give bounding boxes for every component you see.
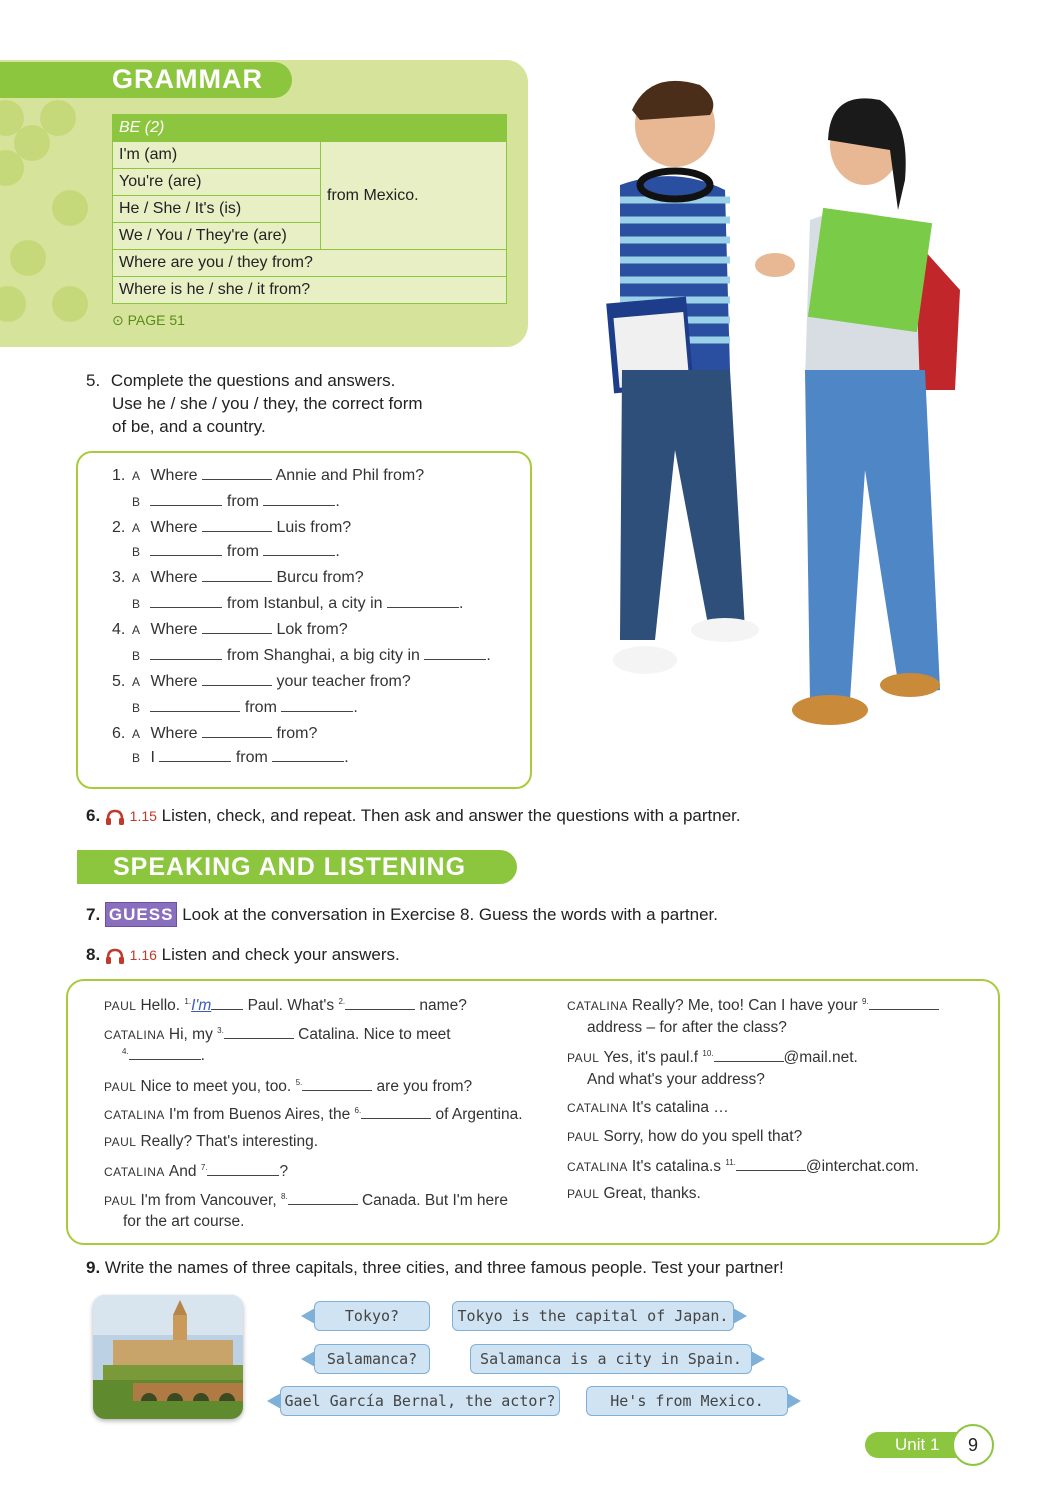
answer-blank[interactable] xyxy=(288,1190,358,1205)
answer-blank[interactable] xyxy=(150,697,240,712)
grammar-table xyxy=(112,114,507,304)
grammar-question: Where are you / they from? xyxy=(113,250,507,277)
grammar-row: He / She / It's (is) xyxy=(113,196,321,223)
ex5-instruction-2: Use he / she / you / they, the correct form xyxy=(112,394,423,413)
answer-blank[interactable] xyxy=(361,1104,431,1119)
answer-blank[interactable] xyxy=(869,995,939,1010)
ex5-item-a: 5. A Where your teacher from? xyxy=(112,673,411,690)
ex5-item-b: B from . xyxy=(132,493,340,510)
dialogue-line: CATALINA Hi, my $^{3.}$ Catalina. Nice to meet xyxy=(104,1025,451,1043)
speech-bubble: Tokyo is the capital of Japan. xyxy=(452,1301,734,1331)
answer-blank[interactable] xyxy=(281,697,353,712)
answer-blank[interactable] xyxy=(159,747,231,762)
ex5-instructions xyxy=(86,369,423,438)
dialogue-line: PAUL Great, thanks. xyxy=(567,1185,701,1202)
dialogue-line: PAUL Nice to meet you, too. $^{5.}$ are you from? xyxy=(104,1077,473,1095)
ex8: 8. 1.16 Listen and check your answers. xyxy=(86,945,400,964)
salamanca-photo xyxy=(93,1295,243,1419)
grammar-row: You're (are) xyxy=(113,169,321,196)
students-photo xyxy=(560,70,960,730)
answer-blank[interactable] xyxy=(387,593,459,608)
dialogue-line: $^{4.}$ . xyxy=(122,1046,205,1064)
answer-blank[interactable] xyxy=(302,1076,372,1091)
ex5-instruction-1: Complete the questions and answers. xyxy=(110,371,396,390)
ex5-item-b: B I from . xyxy=(132,749,349,766)
answer-blank[interactable] xyxy=(345,995,415,1010)
ex5-item-a: 6. A Where from? xyxy=(112,725,318,742)
guess-badge: GUESS xyxy=(105,902,178,927)
ex7: 7. GUESS Look at the conversation in Exercise 8. Guess the words with a partner. xyxy=(86,902,718,927)
unit-label: Unit 1 xyxy=(895,1435,940,1454)
answer-blank[interactable] xyxy=(202,465,272,480)
answer-blank[interactable] xyxy=(202,619,272,634)
answer-blank[interactable] xyxy=(207,1161,279,1176)
speech-bubble: He's from Mexico. xyxy=(586,1386,788,1416)
ex9: 9. Write the names of three capitals, three cities, and three famous people. Test your partner! xyxy=(86,1258,784,1277)
arrow-circle-icon: ⊙ xyxy=(112,312,124,328)
answer-blank[interactable] xyxy=(150,541,222,556)
answer-blank[interactable] xyxy=(224,1024,294,1039)
answer-blank[interactable] xyxy=(202,723,272,738)
dialogue-line: PAUL I'm from Vancouver, $^{8.}$ Canada. But I'm here xyxy=(104,1191,508,1209)
ex5-item-a: 3. A Where Burcu from? xyxy=(112,569,364,586)
speech-bubble: Tokyo? xyxy=(314,1301,430,1331)
answer-blank[interactable] xyxy=(150,491,222,506)
dialogue-line: PAUL Yes, it's paul.f $^{10.}$ @mail.net. xyxy=(567,1048,858,1066)
answer-blank[interactable] xyxy=(263,541,335,556)
page-number: 9 xyxy=(952,1424,994,1466)
dialogue-line: CATALINA It's catalina … xyxy=(567,1099,729,1116)
page-reference-label: PAGE 51 xyxy=(127,312,185,328)
dialogue-line: PAUL Really? That's interesting. xyxy=(104,1133,319,1150)
grammar-right-cell: from Mexico. xyxy=(321,142,507,250)
dialogue-line: address – for after the class? xyxy=(587,1019,787,1036)
answer-blank[interactable] xyxy=(202,517,272,532)
ex6-text: Listen, check, and repeat. Then ask and answer the questions with a partner. xyxy=(161,806,741,825)
dialogue-line: And what's your address? xyxy=(587,1071,765,1088)
ex5-number: 5. xyxy=(86,371,101,390)
ex6: 6. 1.15 Listen, check, and repeat. Then ask and answer the questions with a partner. xyxy=(86,806,741,825)
dialogue-line: CATALINA And $^{7.}$ ? xyxy=(104,1162,289,1180)
answer-blank[interactable] xyxy=(272,747,344,762)
grammar-title: GRAMMAR xyxy=(112,64,263,94)
answer-blank[interactable] xyxy=(202,567,272,582)
grammar-table-title: BE (2) xyxy=(113,115,507,142)
answer-blank[interactable] xyxy=(202,671,272,686)
dialogue-line: CATALINA It's catalina.s $^{11.}$ @interchat.com. xyxy=(567,1157,919,1175)
ex5-item-b: B from Istanbul, a city in . xyxy=(132,595,464,612)
dialogue-line: PAUL Sorry, how do you spell that? xyxy=(567,1128,803,1145)
audio-track: 1.15 xyxy=(129,808,157,824)
speech-bubble: Gael García Bernal, the actor? xyxy=(280,1386,560,1416)
answer-blank[interactable] xyxy=(263,491,335,506)
ex5-item-b: B from . xyxy=(132,699,358,716)
speech-bubble: Salamanca? xyxy=(314,1344,430,1374)
dialogue-line: PAUL Hello. $^{1.}$I'm Paul. What's $^{2.}$ name? xyxy=(104,996,467,1014)
page-reference[interactable] xyxy=(112,312,185,329)
dialogue-line: CATALINA Really? Me, too! Can I have your $^{9.}$ xyxy=(567,995,939,1015)
answer-blank[interactable] xyxy=(211,995,243,1010)
dialogue-line: CATALINA I'm from Buenos Aires, the $^{6.}$ of Argentina. xyxy=(104,1105,523,1123)
answer-blank[interactable] xyxy=(150,645,222,660)
ex5-item-b: B from Shanghai, a big city in . xyxy=(132,647,491,664)
ex9-text: Write the names of three capitals, three cities, and three famous people. Test your partner! xyxy=(104,1258,784,1277)
headphones-icon[interactable] xyxy=(105,948,125,964)
speaking-title: SPEAKING AND LISTENING xyxy=(113,853,467,881)
boy-figure xyxy=(606,81,759,674)
ex7-text: Look at the conversation in Exercise 8. Guess the words with a partner. xyxy=(182,905,718,924)
answer-blank[interactable] xyxy=(424,645,486,660)
girl-figure xyxy=(755,98,960,725)
ex5-instruction-3: of be, and a country. xyxy=(112,417,266,436)
grammar-question: Where is he / she / it from? xyxy=(113,277,507,304)
dialogue-line: for the art course. xyxy=(123,1213,245,1230)
answer-blank[interactable] xyxy=(150,593,222,608)
speech-bubble: Salamanca is a city in Spain. xyxy=(470,1344,752,1374)
ex5-item-a: 2. A Where Luis from? xyxy=(112,519,352,536)
answer-blank[interactable] xyxy=(129,1045,201,1060)
example-answer: I'm xyxy=(191,997,212,1014)
ex8-text: Listen and check your answers. xyxy=(161,945,400,964)
ex5-item-b: B from . xyxy=(132,543,340,560)
ex5-item-a: 1. A Where Annie and Phil from? xyxy=(112,467,425,484)
audio-track: 1.16 xyxy=(129,947,157,963)
grammar-row: We / You / They're (are) xyxy=(113,223,321,250)
grammar-row: I'm (am) xyxy=(113,142,321,169)
ex5-item-a: 4. A Where Lok from? xyxy=(112,621,348,638)
headphones-icon[interactable] xyxy=(105,809,125,825)
answer-blank[interactable] xyxy=(736,1156,806,1171)
answer-blank[interactable] xyxy=(714,1047,784,1062)
